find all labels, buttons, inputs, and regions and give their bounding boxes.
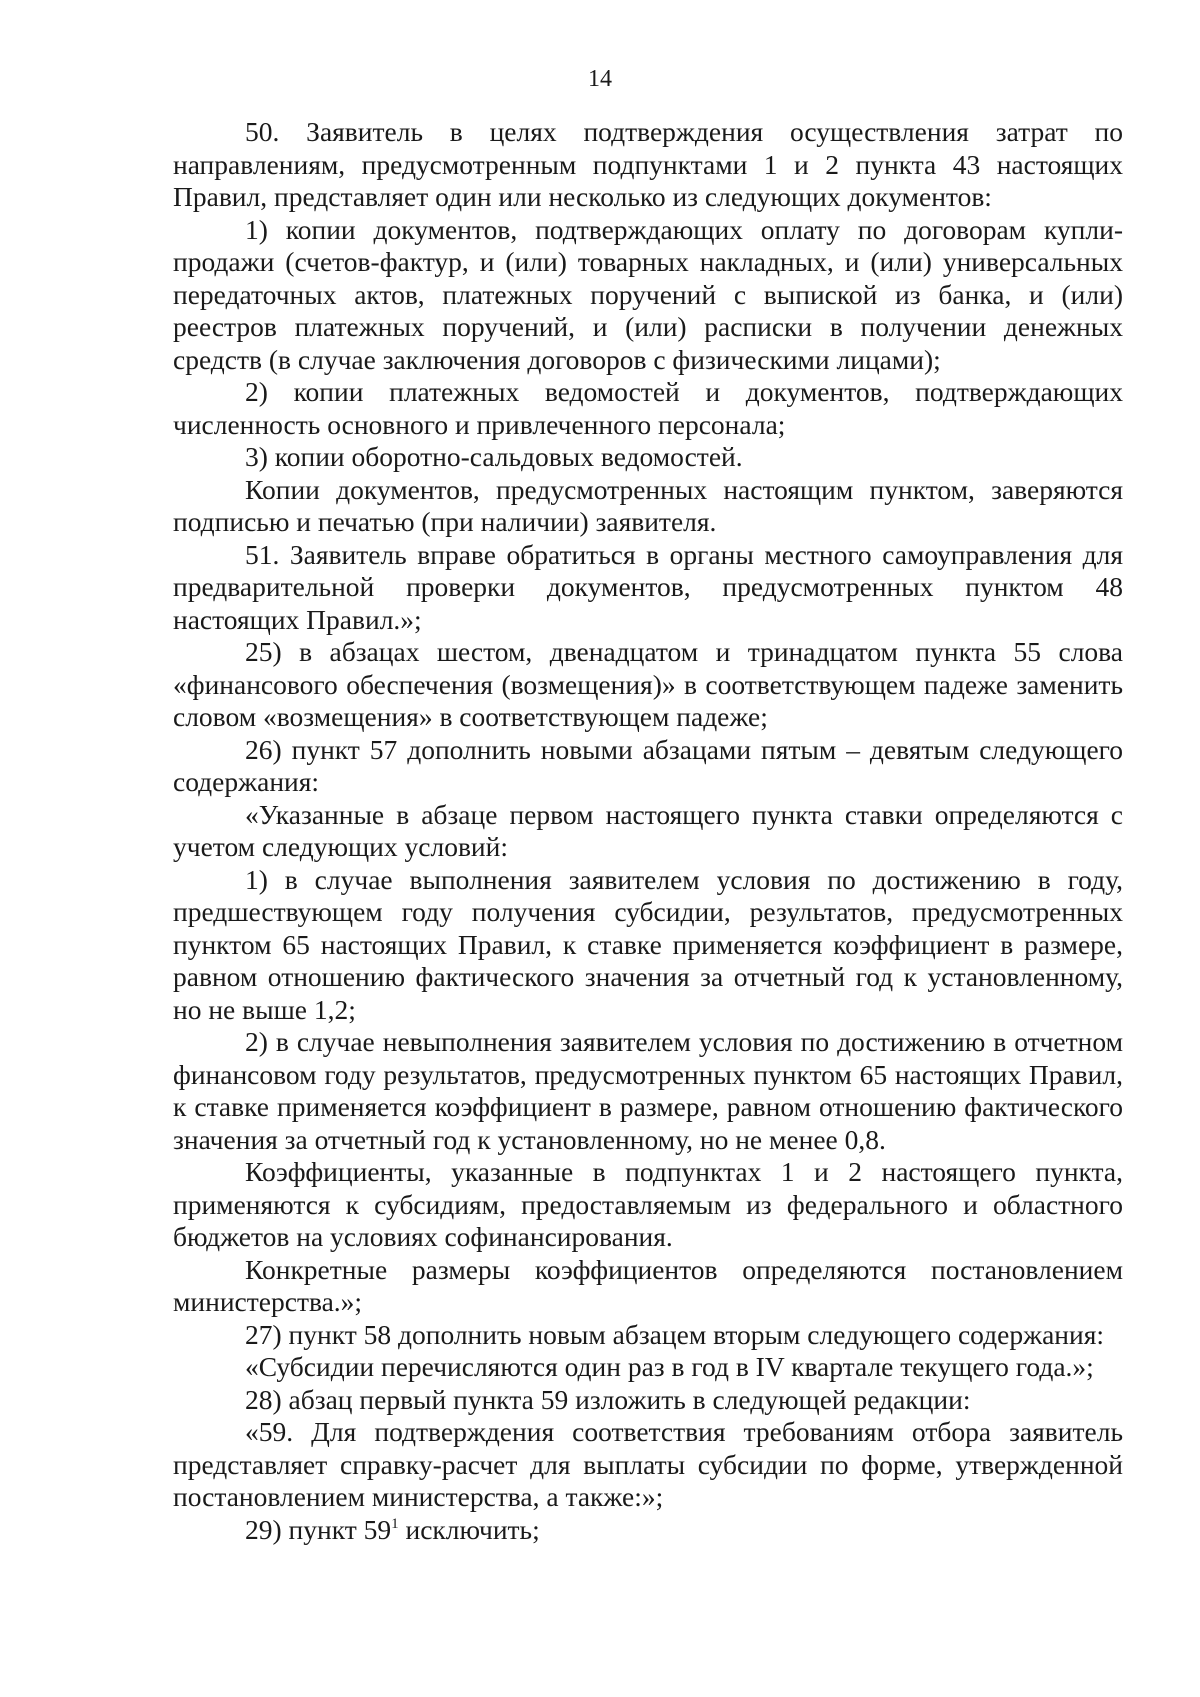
paragraph: 2) копии платежных ведомостей и документов, подтверждающих численность основного и привлеченного персонала; <box>173 376 1123 440</box>
superscript-index: 1 <box>391 1515 399 1532</box>
paragraph: 1) в случае выполнения заявителем условия по достижению в году, предшествующем году получения субсидии, результатов, предусмотренных пунктом 65 настоящих Правил, к ставке применяется коэффициент в размере, равном отношению фактического значения за отчетный год к установленному, но не выше 1,2; <box>173 863 1123 1025</box>
paragraph: «Субсидии перечисляются один раз в год в IV квартале текущего года.»; <box>245 1351 1094 1382</box>
paragraph: 1) копии документов, подтверждающих оплату по договорам купли-продажи (счетов-фактур, и (или) товарных накладных, и (или) универсальных передаточных актов, платежных поручений с выпиской из банка, и (или) реестров платежных поручений, и (или) расписки в получении денежных средств (в случае заключения договоров с физическими лицами); <box>173 213 1123 375</box>
paragraph: 28) абзац первый пункта 59 изложить в следующей редакции: <box>245 1383 971 1415</box>
document-body <box>173 116 1123 1546</box>
paragraph: Копии документов, предусмотренных настоящим пунктом, заверяются подписью и печатью (при наличии) заявителя. <box>173 473 1123 537</box>
page-number: 14 <box>588 66 612 92</box>
paragraph: 50. Заявитель в целях подтверждения осуществления затрат по направлениям, предусмотренным подпунктами 1 и 2 пункта 43 настоящих Правил, представляет один или несколько из следующих документов: <box>173 116 1123 212</box>
paragraph: 2) в случае невыполнения заявителем условия по достижению в отчетном финансовом году результатов, предусмотренных пунктом 65 настоящих Правил, к ставке применяется коэффициент в размере, равном отношению фактического значения за отчетный год к установленному, но не менее 0,8. <box>173 1026 1123 1155</box>
paragraph: Коэффициенты, указанные в подпунктах 1 и 2 настоящего пункта, применяются к субсидиям, предоставляемым из федерального и областного бюджетов на условиях софинансирования. <box>173 1156 1123 1252</box>
paragraph: 25) в абзацах шестом, двенадцатом и тринадцатом пункта 55 слова «финансового обеспечения (возмещения)» в соответствующем падеже заменить словом «возмещения» в соответствующем падеже; <box>173 636 1123 732</box>
paragraph: «Указанные в абзаце первом настоящего пункта ставки определяются с учетом следующих условий: <box>173 798 1123 862</box>
paragraph: «59. Для подтверждения соответствия требованиям отбора заявитель представляет справку-расчет для выплаты субсидии по форме, утвержденной постановлением министерства, а также:»; <box>173 1416 1123 1512</box>
last-paragraph-suffix: исключить; <box>398 1513 540 1545</box>
paragraph-last <box>173 1514 1123 1547</box>
paragraph: 27) пункт 58 дополнить новым абзацем вторым следующего содержания: <box>245 1318 1104 1350</box>
last-paragraph-prefix: 29) пункт 59 <box>245 1513 392 1545</box>
paragraph: 3) копии оборотно-сальдовых ведомостей. <box>245 441 743 472</box>
paragraph: 51. Заявитель вправе обратиться в органы местного самоуправления для предварительной проверки документов, предусмотренных пунктом 48 настоящих Правил.»; <box>173 538 1123 635</box>
paragraph: 26) пункт 57 дополнить новыми абзацами пятым – девятым следующего содержания: <box>173 733 1123 797</box>
paragraph: Конкретные размеры коэффициентов определяются постановлением министерства.»; <box>173 1253 1123 1317</box>
